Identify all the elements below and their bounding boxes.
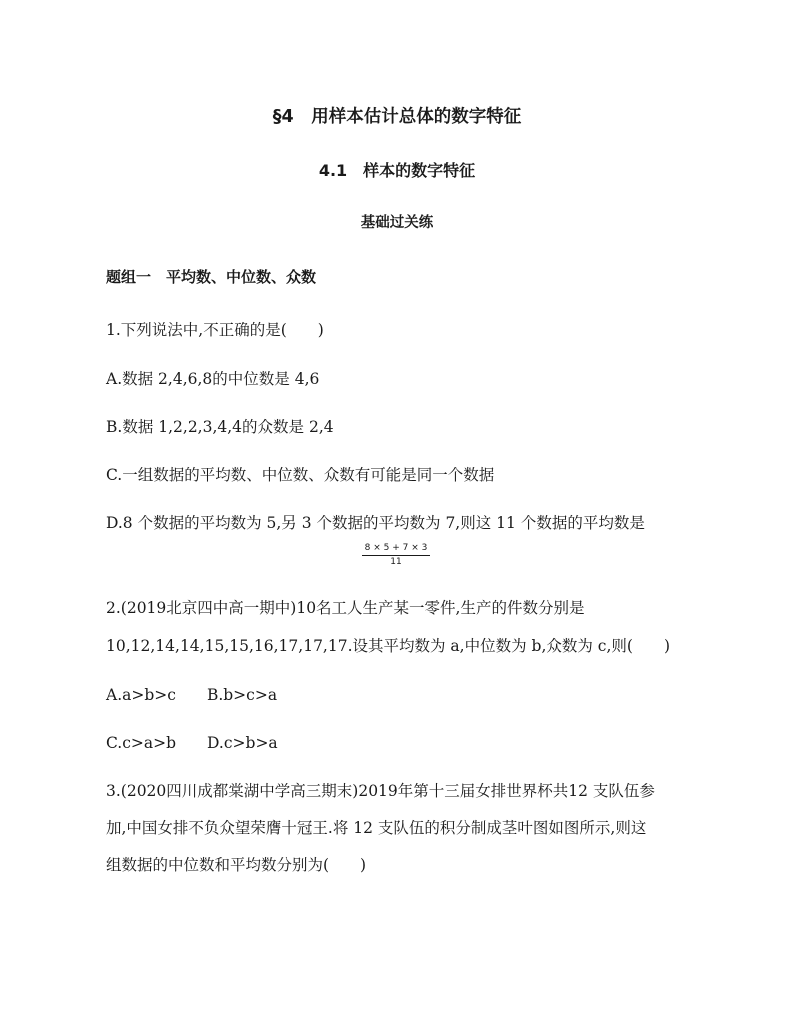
fraction-denominator: 11 [390,557,402,567]
question-group-heading: 题组一 平均数、中位数、众数 [106,268,317,286]
page-subtitle: 4.1 样本的数字特征 [318,161,476,180]
question-2-options-row-1: A.a>b>c B.b>c>a [106,686,278,704]
question-1-option-d: D.8 个数据的平均数为 5,另 3 个数据的平均数为 7,则这 11 个数据的平均数是 [106,514,645,532]
question-1-option-b: B.数据 1,2,2,3,4,4的众数是 2,4 [106,418,334,436]
section-heading: 基础过关练 [360,215,434,231]
question-2-options-row-2: C.c>a>b D.c>b>a [106,734,278,752]
question-3-line-3: 组数据的中位数和平均数分别为( ) [106,856,367,874]
fraction-formula [362,543,430,568]
question-3-line-2: 加,中国女排不负众望荣膺十冠王.将 12 支队伍的积分制成茎叶图如图所示,则这 [106,819,647,837]
question-1-option-c: C.一组数据的平均数、中位数、众数有可能是同一个数据 [106,466,495,484]
page-title: §4 用样本估计总体的数字特征 [272,107,522,127]
question-2-line-2: 10,12,14,14,15,15,16,17,17,17.设其平均数为 a,中位数为 b,众数为 c,则( ) [106,637,671,655]
question-1-stem: 1.下列说法中,不正确的是( ) [106,321,324,339]
question-3-line-1: 3.(2020四川成都棠湖中学高三期末)2019年第十三届女排世界杯共12 支队伍参 [106,782,655,800]
question-1-option-a: A.数据 2,4,6,8的中位数是 4,6 [106,370,320,388]
question-2-line-1: 2.(2019北京四中高一期中)10名工人生产某一零件,生产的件数分别是 [106,599,585,617]
fraction-numerator: 8 × 5 + 7 × 3 [362,543,430,556]
